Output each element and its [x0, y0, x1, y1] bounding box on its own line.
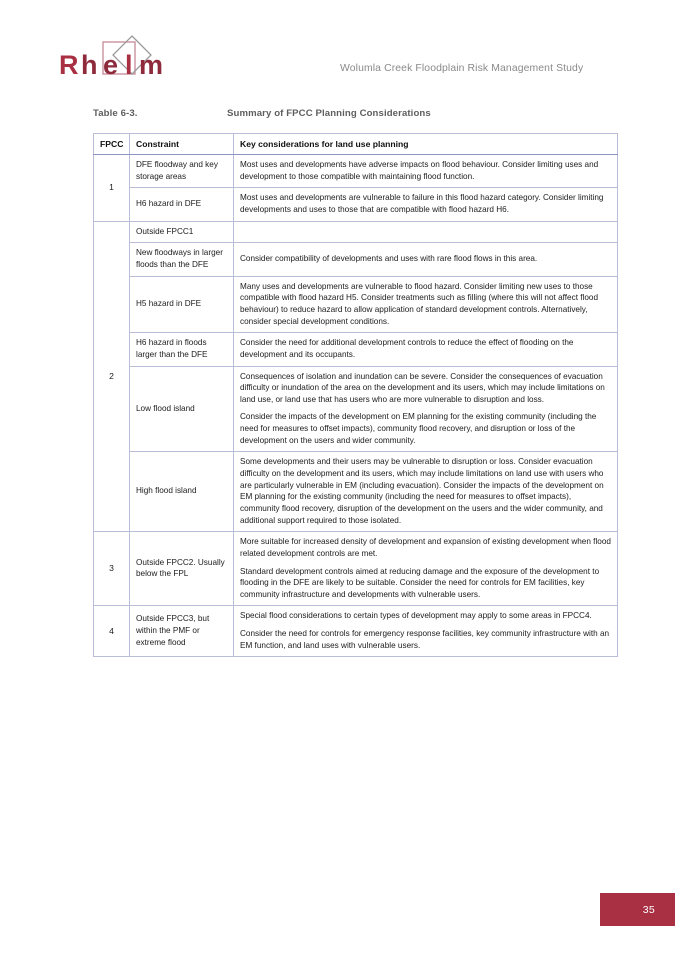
consideration-paragraph: Most uses and developments are vulnerable to failure in this flood hazard category. Consider limiting developments and uses to those that are compatible with flood hazard H6. — [240, 193, 604, 215]
table-body — [94, 155, 618, 657]
cell-fpcc-number: 1 — [94, 155, 130, 222]
column-header-constraint: Constraint — [130, 134, 234, 155]
table-caption-text: Summary of FPCC Planning Considerations — [227, 108, 431, 119]
page-header — [0, 0, 675, 100]
cell-constraint: Outside FPCC1 — [130, 221, 234, 243]
consideration-paragraph: Consequences of isolation and inundation can be severe. Consider the consequences of evacuation difficulty or inundation of the area on the development and its users, which may include limitations on land use, or land use that has users who are more vulnerable to disruption and loss. — [240, 371, 605, 404]
cell-key-considerations — [234, 452, 618, 532]
cell-key-considerations — [234, 155, 618, 188]
cell-key-considerations — [234, 333, 618, 366]
cell-fpcc-number: 2 — [94, 221, 130, 531]
consideration-paragraph: Many uses and developments are vulnerable to flood hazard. Consider limiting new uses to those compatible with flood hazard H5. Consider treatments such as filling (where this will not affect flood behaviour) to reduce hazard to allow application of standard development controls. Alternatively, consider special development conditions. — [240, 281, 598, 326]
consideration-paragraph: Consider the need for additional development controls to reduce the effect of flooding on the development and its occupants. — [240, 338, 574, 359]
table-row — [94, 606, 618, 657]
consideration-paragraph: More suitable for increased density of development and expansion of existing development when flood related development controls are met. — [240, 537, 611, 558]
svg-text:l: l — [125, 50, 133, 80]
table-row — [94, 452, 618, 532]
rhelm-logo — [59, 34, 189, 86]
page-number: 35 — [642, 903, 655, 916]
cell-key-considerations — [234, 221, 618, 243]
table-header-row — [94, 134, 618, 155]
cell-key-considerations — [234, 188, 618, 221]
column-header-key-considerations: Key considerations for land use planning — [234, 134, 618, 155]
cell-key-considerations — [234, 606, 618, 657]
cell-key-considerations — [234, 366, 618, 452]
fpcc-planning-considerations-table — [93, 133, 618, 657]
svg-text:e: e — [103, 50, 119, 80]
cell-constraint: New floodways in larger floods than the DFE — [130, 243, 234, 276]
table-row — [94, 366, 618, 452]
table-row — [94, 532, 618, 606]
rhelm-logo-icon — [59, 34, 189, 86]
consideration-paragraph: Special flood considerations to certain types of development may apply to some areas in FPCC4. — [240, 611, 592, 621]
table-caption-label: Table 6-3. — [93, 108, 138, 119]
table-row — [94, 221, 618, 243]
cell-key-considerations — [234, 243, 618, 276]
cell-fpcc-number: 3 — [94, 532, 130, 606]
page-number-tab — [600, 893, 675, 926]
cell-constraint: Outside FPCC3, but within the PMF or extreme flood — [130, 606, 234, 657]
cell-key-considerations — [234, 276, 618, 333]
column-header-fpcc: FPCC — [94, 134, 130, 155]
consideration-paragraph: Consider compatibility of developments and uses with rare flood flows in this area. — [240, 254, 538, 264]
table-row — [94, 333, 618, 366]
consideration-paragraph: Standard development controls aimed at reducing damage and the exposure of the development to flooding in the DFE are likely to be suitable. Consider the need for controls for EM facilities, key community infrastructure and developments with vulnerable users. — [240, 566, 600, 599]
cell-constraint: DFE floodway and key storage areas — [130, 155, 234, 188]
svg-text:R: R — [59, 50, 79, 80]
table-caption — [93, 108, 618, 119]
table-row — [94, 276, 618, 333]
table-header — [94, 134, 618, 155]
cell-fpcc-number: 4 — [94, 606, 130, 657]
consideration-paragraph: Consider the need for controls for emergency response facilities, key community infrastructure with an EM function, and land uses with vulnerable users. — [240, 629, 610, 650]
cell-constraint: Low flood island — [130, 366, 234, 452]
cell-constraint: Outside FPCC2. Usually below the FPL — [130, 532, 234, 606]
document-header-title: Wolumla Creek Floodplain Risk Management Study — [340, 63, 584, 74]
svg-text:m: m — [139, 50, 164, 80]
consideration-paragraph: Some developments and their users may be vulnerable to disruption or loss. Consider evacuation difficulty on the development and its users, which may include limitations on land use with users who are particularly vulnerable in EM (including evacuation). Consider the impacts of the development on EM planning for the existing community (including the need for measures to offset impacts), community flood recovery, disruption of the development on the users and the wider community, and additional support required to those isolated. — [240, 457, 604, 525]
cell-constraint: H6 hazard in DFE — [130, 188, 234, 221]
table-row — [94, 243, 618, 276]
cell-constraint: High flood island — [130, 452, 234, 532]
table-row — [94, 155, 618, 188]
svg-text:h: h — [81, 50, 98, 80]
table-row — [94, 188, 618, 221]
cell-constraint: H5 hazard in DFE — [130, 276, 234, 333]
consideration-paragraph: Consider the impacts of the development on EM planning for the existing community (including the need for measures to offset impacts), community flood recovery, and disruption or loss of the development on the users and wider community. — [240, 412, 597, 445]
cell-key-considerations — [234, 532, 618, 606]
fpcc-table-container — [93, 133, 617, 657]
cell-constraint: H6 hazard in floods larger than the DFE — [130, 333, 234, 366]
consideration-paragraph: Most uses and developments have adverse impacts on flood behaviour. Consider limiting uses and development to those compatible with maintaining flood function. — [240, 160, 599, 181]
